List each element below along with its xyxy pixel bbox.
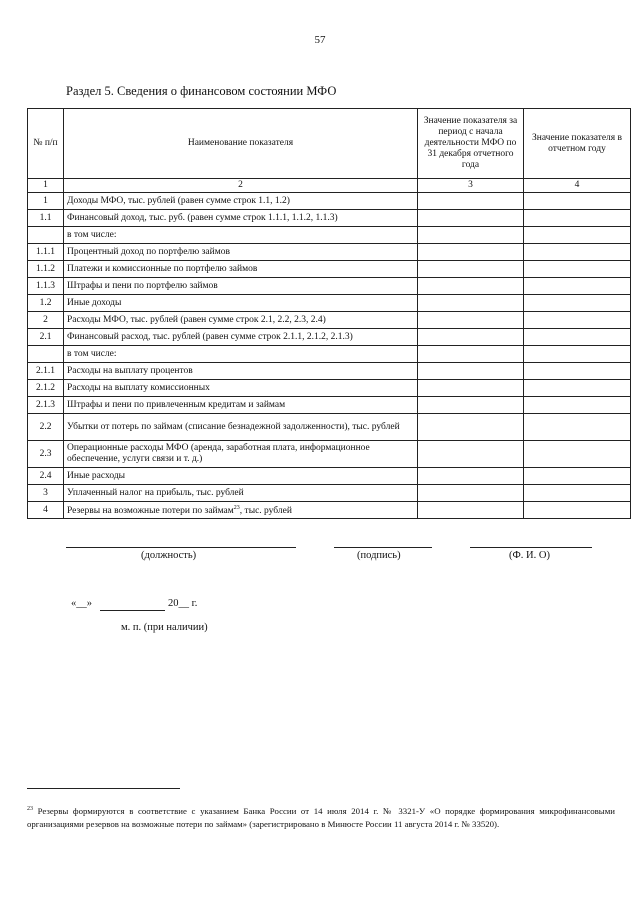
year-value-cell — [524, 380, 631, 397]
row-name-text: Иные расходы — [67, 470, 126, 481]
period-value-cell — [418, 346, 524, 363]
row-name-text: Расходы МФО, тыс. рублей (равен сумме строк 2.1, 2.2, 2.3, 2.4) — [67, 314, 326, 325]
table-row — [28, 468, 631, 485]
row-number — [28, 227, 64, 244]
year-value-cell — [524, 363, 631, 380]
period-value-cell — [418, 414, 524, 441]
row-number — [28, 346, 64, 363]
footnote-number: 23 — [27, 806, 33, 812]
row-name — [64, 278, 418, 295]
footnote — [27, 803, 615, 831]
row-name-text: Штрафы и пени по портфелю займов — [67, 280, 218, 291]
year-value-cell — [524, 193, 631, 210]
position-label: (должность) — [141, 550, 197, 561]
fio-line — [470, 547, 592, 548]
column-index: 1 — [28, 179, 64, 193]
period-value-cell — [418, 227, 524, 244]
row-name-text: Расходы на выплату комиссионных — [67, 382, 210, 393]
row-number: 2.1.3 — [28, 397, 64, 414]
row-name-text: Процентный доход по портфелю займов — [67, 246, 230, 257]
row-number: 2 — [28, 312, 64, 329]
signature-line — [334, 547, 432, 548]
column-index: 4 — [524, 179, 631, 193]
header-period-value: Значение показателя за период с начала деятельности МФО по 31 декабря отчетного года — [418, 109, 524, 179]
fio-label: (Ф. И. О) — [509, 550, 550, 561]
footnote-text: Резервы формируются в соответствие с указанием Банка России от 14 июля 2014 г. № 3321-У «О порядке формирования микрофинансовыми организациями резервов на возможные потери по займам» (зарегистрировано в Минюсте России 11 августа 2014 г. № 33520). — [27, 805, 615, 829]
table-row — [28, 363, 631, 380]
year-value-cell — [524, 441, 631, 468]
table-row — [28, 278, 631, 295]
period-value-cell — [418, 244, 524, 261]
row-name — [64, 210, 418, 227]
row-name — [64, 312, 418, 329]
period-value-cell — [418, 468, 524, 485]
footnote-reference: 23 — [233, 504, 240, 511]
row-number: 1.1.3 — [28, 278, 64, 295]
row-number: 1.1 — [28, 210, 64, 227]
column-index-row — [28, 179, 631, 193]
row-number: 2.1 — [28, 329, 64, 346]
period-value-cell — [418, 295, 524, 312]
year-value-cell — [524, 295, 631, 312]
row-name-text: в том числе: — [67, 229, 117, 240]
row-number: 2.3 — [28, 441, 64, 468]
column-index: 3 — [418, 179, 524, 193]
period-value-cell — [418, 278, 524, 295]
date-year: 20__ г. — [168, 598, 198, 609]
row-name-text: Доходы МФО, тыс. рублей (равен сумме строк 1.1, 1.2) — [67, 195, 290, 206]
row-number: 2.1.1 — [28, 363, 64, 380]
row-number: 1.1.1 — [28, 244, 64, 261]
row-name — [64, 329, 418, 346]
row-name-text: Платежи и комиссионные по портфелю займов — [67, 263, 258, 274]
period-value-cell — [418, 397, 524, 414]
period-value-cell — [418, 441, 524, 468]
row-name — [64, 193, 418, 210]
row-name-text: Уплаченный налог на прибыль, тыс. рублей — [67, 487, 244, 498]
year-value-cell — [524, 346, 631, 363]
row-name — [64, 261, 418, 278]
stamp-label: м. п. (при наличии) — [121, 622, 208, 633]
page-number: 57 — [314, 34, 326, 46]
row-name — [64, 468, 418, 485]
period-value-cell — [418, 210, 524, 227]
period-value-cell — [418, 485, 524, 502]
period-value-cell — [418, 193, 524, 210]
row-name-text: Штрафы и пени по привлеченным кредитам и займам — [67, 399, 286, 410]
row-name — [64, 380, 418, 397]
table-header-row — [28, 109, 631, 179]
year-value-cell — [524, 244, 631, 261]
year-value-cell — [524, 397, 631, 414]
row-number: 3 — [28, 485, 64, 502]
table-row — [28, 227, 631, 244]
year-value-cell — [524, 227, 631, 244]
year-value-cell — [524, 468, 631, 485]
period-value-cell — [418, 312, 524, 329]
table-row — [28, 312, 631, 329]
date-day: «__» — [71, 598, 92, 609]
header-year-value: Значение показателя в отчетном году — [524, 109, 631, 179]
row-name — [64, 502, 418, 519]
section-title: Раздел 5. Сведения о финансовом состоянии МФО — [66, 84, 337, 98]
year-value-cell — [524, 485, 631, 502]
row-number: 2.4 — [28, 468, 64, 485]
table-row — [28, 380, 631, 397]
year-value-cell — [524, 210, 631, 227]
row-number: 1.1.2 — [28, 261, 64, 278]
row-name — [64, 414, 418, 441]
row-number: 2.1.2 — [28, 380, 64, 397]
date-month-line — [100, 610, 165, 611]
period-value-cell — [418, 261, 524, 278]
year-value-cell — [524, 261, 631, 278]
column-index: 2 — [64, 179, 418, 193]
row-name — [64, 244, 418, 261]
row-name — [64, 397, 418, 414]
year-value-cell — [524, 329, 631, 346]
year-value-cell — [524, 312, 631, 329]
row-name-text: Финансовый доход, тыс. руб. (равен сумме строк 1.1.1, 1.1.2, 1.1.3) — [67, 212, 338, 223]
table-row — [28, 210, 631, 227]
row-name-text: в том числе: — [67, 348, 117, 359]
row-name — [64, 227, 418, 244]
row-name-text: Финансовый расход, тыс. рублей (равен сумме строк 2.1.1, 2.1.2, 2.1.3) — [67, 331, 353, 342]
row-name-text: Убытки от потерь по займам (списание безнадежной задолженности), тыс. рублей — [67, 421, 400, 432]
row-number: 4 — [28, 502, 64, 519]
row-number: 1.2 — [28, 295, 64, 312]
row-name-text: Операционные расходы МФО (аренда, заработная плата, информационное обеспечение, услуги связи и т. д.) — [67, 443, 370, 464]
year-value-cell — [524, 502, 631, 519]
table-row — [28, 329, 631, 346]
position-line — [66, 547, 296, 548]
header-name: Наименование показателя — [64, 109, 418, 179]
table-row — [28, 295, 631, 312]
row-name — [64, 295, 418, 312]
financial-table — [27, 108, 631, 519]
row-name — [64, 346, 418, 363]
table-row — [28, 346, 631, 363]
period-value-cell — [418, 329, 524, 346]
table-row — [28, 414, 631, 441]
header-num: № п/п — [28, 109, 64, 179]
year-value-cell — [524, 278, 631, 295]
row-name — [64, 441, 418, 468]
table-row — [28, 193, 631, 210]
row-number: 2.2 — [28, 414, 64, 441]
signature-label: (подпись) — [357, 550, 401, 561]
table-row — [28, 261, 631, 278]
table-row — [28, 485, 631, 502]
row-name-suffix: , тыс. рублей — [239, 506, 292, 517]
row-name — [64, 485, 418, 502]
table-row — [28, 397, 631, 414]
table-row — [28, 502, 631, 519]
row-name-text: Расходы на выплату процентов — [67, 365, 193, 376]
row-name-text: Резервы на возможные потери по займам — [67, 506, 234, 517]
row-number: 1 — [28, 193, 64, 210]
row-name-text: Иные доходы — [67, 297, 122, 308]
table-row — [28, 244, 631, 261]
row-name — [64, 363, 418, 380]
year-value-cell — [524, 414, 631, 441]
footnote-separator — [27, 788, 180, 789]
table-row — [28, 441, 631, 468]
period-value-cell — [418, 363, 524, 380]
period-value-cell — [418, 380, 524, 397]
period-value-cell — [418, 502, 524, 519]
